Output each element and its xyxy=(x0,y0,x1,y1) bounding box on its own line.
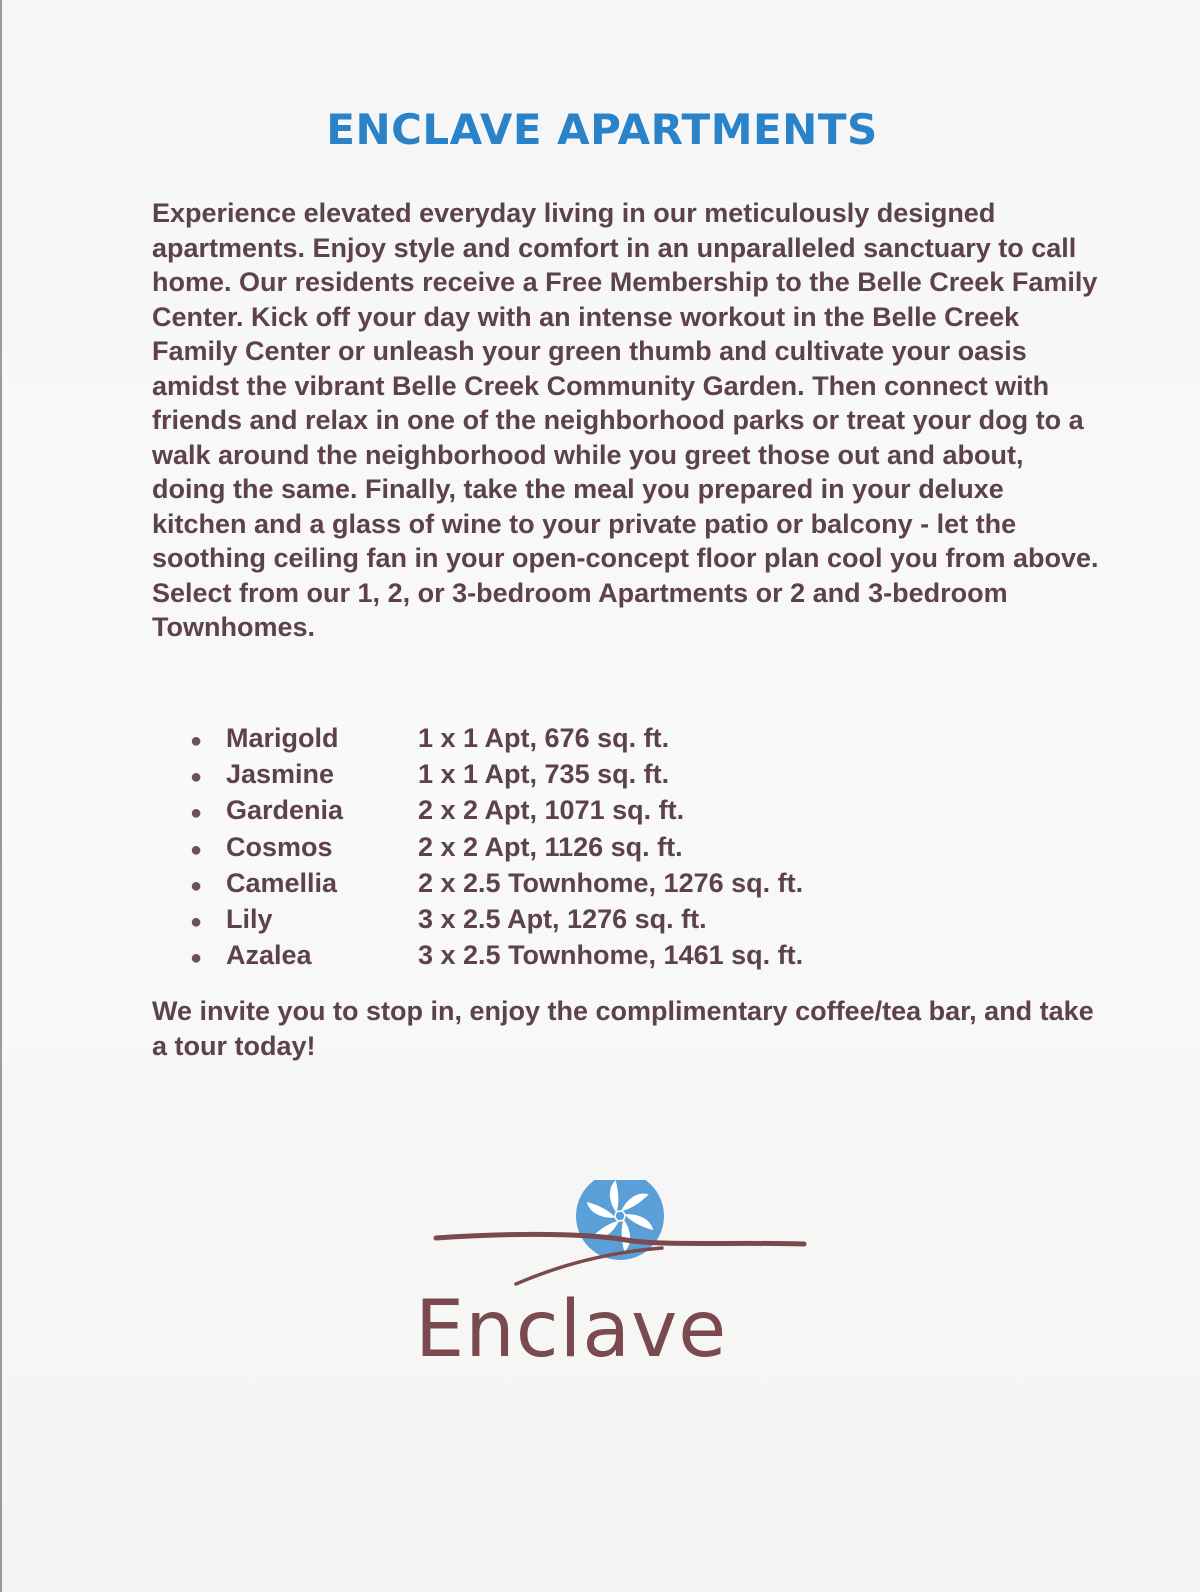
bullet-icon: ● xyxy=(190,910,203,933)
unit-name: Jasmine xyxy=(226,759,335,790)
list-item xyxy=(190,829,803,865)
list-item xyxy=(190,792,803,828)
list-item xyxy=(190,720,803,756)
unit-name: Camellia xyxy=(226,867,338,898)
unit-name: Marigold xyxy=(226,723,339,753)
list-item xyxy=(190,937,803,973)
unit-name: Gardenia xyxy=(226,795,344,826)
bullet-icon: ● xyxy=(190,766,203,789)
list-item xyxy=(190,756,803,792)
unit-name: Lily xyxy=(226,903,273,934)
list-item xyxy=(190,865,803,901)
closing-paragraph: We invite you to stop in, enjoy the complimentary coffee/tea bar, and take a tour today! xyxy=(152,996,1094,1061)
unit-list xyxy=(190,720,803,973)
unit-description: 3 x 2.5 Townhome, 1461 sq. ft. xyxy=(418,940,804,971)
list-item xyxy=(190,901,803,937)
unit-description: 1 x 1 Apt, 676 sq. ft. xyxy=(418,723,670,753)
unit-name: Azalea xyxy=(226,940,312,971)
bullet-icon: ● xyxy=(190,802,203,825)
bullet-icon: ● xyxy=(190,838,203,861)
intro-paragraph: Experience elevated everyday living in our meticulously designed apartments. Enjoy style and comfort in an unparalleled sanctuary to call home. Our residents receive a Free Membership to the Belle Creek Family Center. Kick off your day with an intense workout in the Belle Creek Family Center or unleash your green thumb and cultivate your oasis amidst the vibrant Belle Creek Community Garden. Then connect with friends and relax in one of the neighborhood parks or treat your dog to a walk around the neighborhood while you greet those out and about, doing the same. Finally, take the meal you prepared in your deluxe kitchen and a glass of wine to your private patio or balcony - let the soothing ceiling fan in your open-concept floor plan cool you from above. Select from our 1, 2, or 3-bedroom Apartments or 2 and 3-bedroom Townhomes. xyxy=(152,198,1099,642)
unit-description: 3 x 2.5 Apt, 1276 sq. ft. xyxy=(418,903,707,934)
unit-description: 2 x 2 Apt, 1071 sq. ft. xyxy=(418,795,685,826)
unit-name: Cosmos xyxy=(226,831,333,862)
page-title: ENCLAVE APARTMENTS xyxy=(326,105,878,154)
bullet-icon: ● xyxy=(190,730,203,752)
unit-description: 2 x 2.5 Townhome, 1276 sq. ft. xyxy=(418,867,804,898)
unit-description: 1 x 1 Apt, 735 sq. ft. xyxy=(418,759,670,790)
unit-description: 2 x 2 Apt, 1126 sq. ft. xyxy=(418,831,683,862)
bullet-icon: ● xyxy=(190,947,203,970)
bullet-icon: ● xyxy=(190,874,203,897)
logo-wordmark: Enclave xyxy=(415,1285,728,1375)
